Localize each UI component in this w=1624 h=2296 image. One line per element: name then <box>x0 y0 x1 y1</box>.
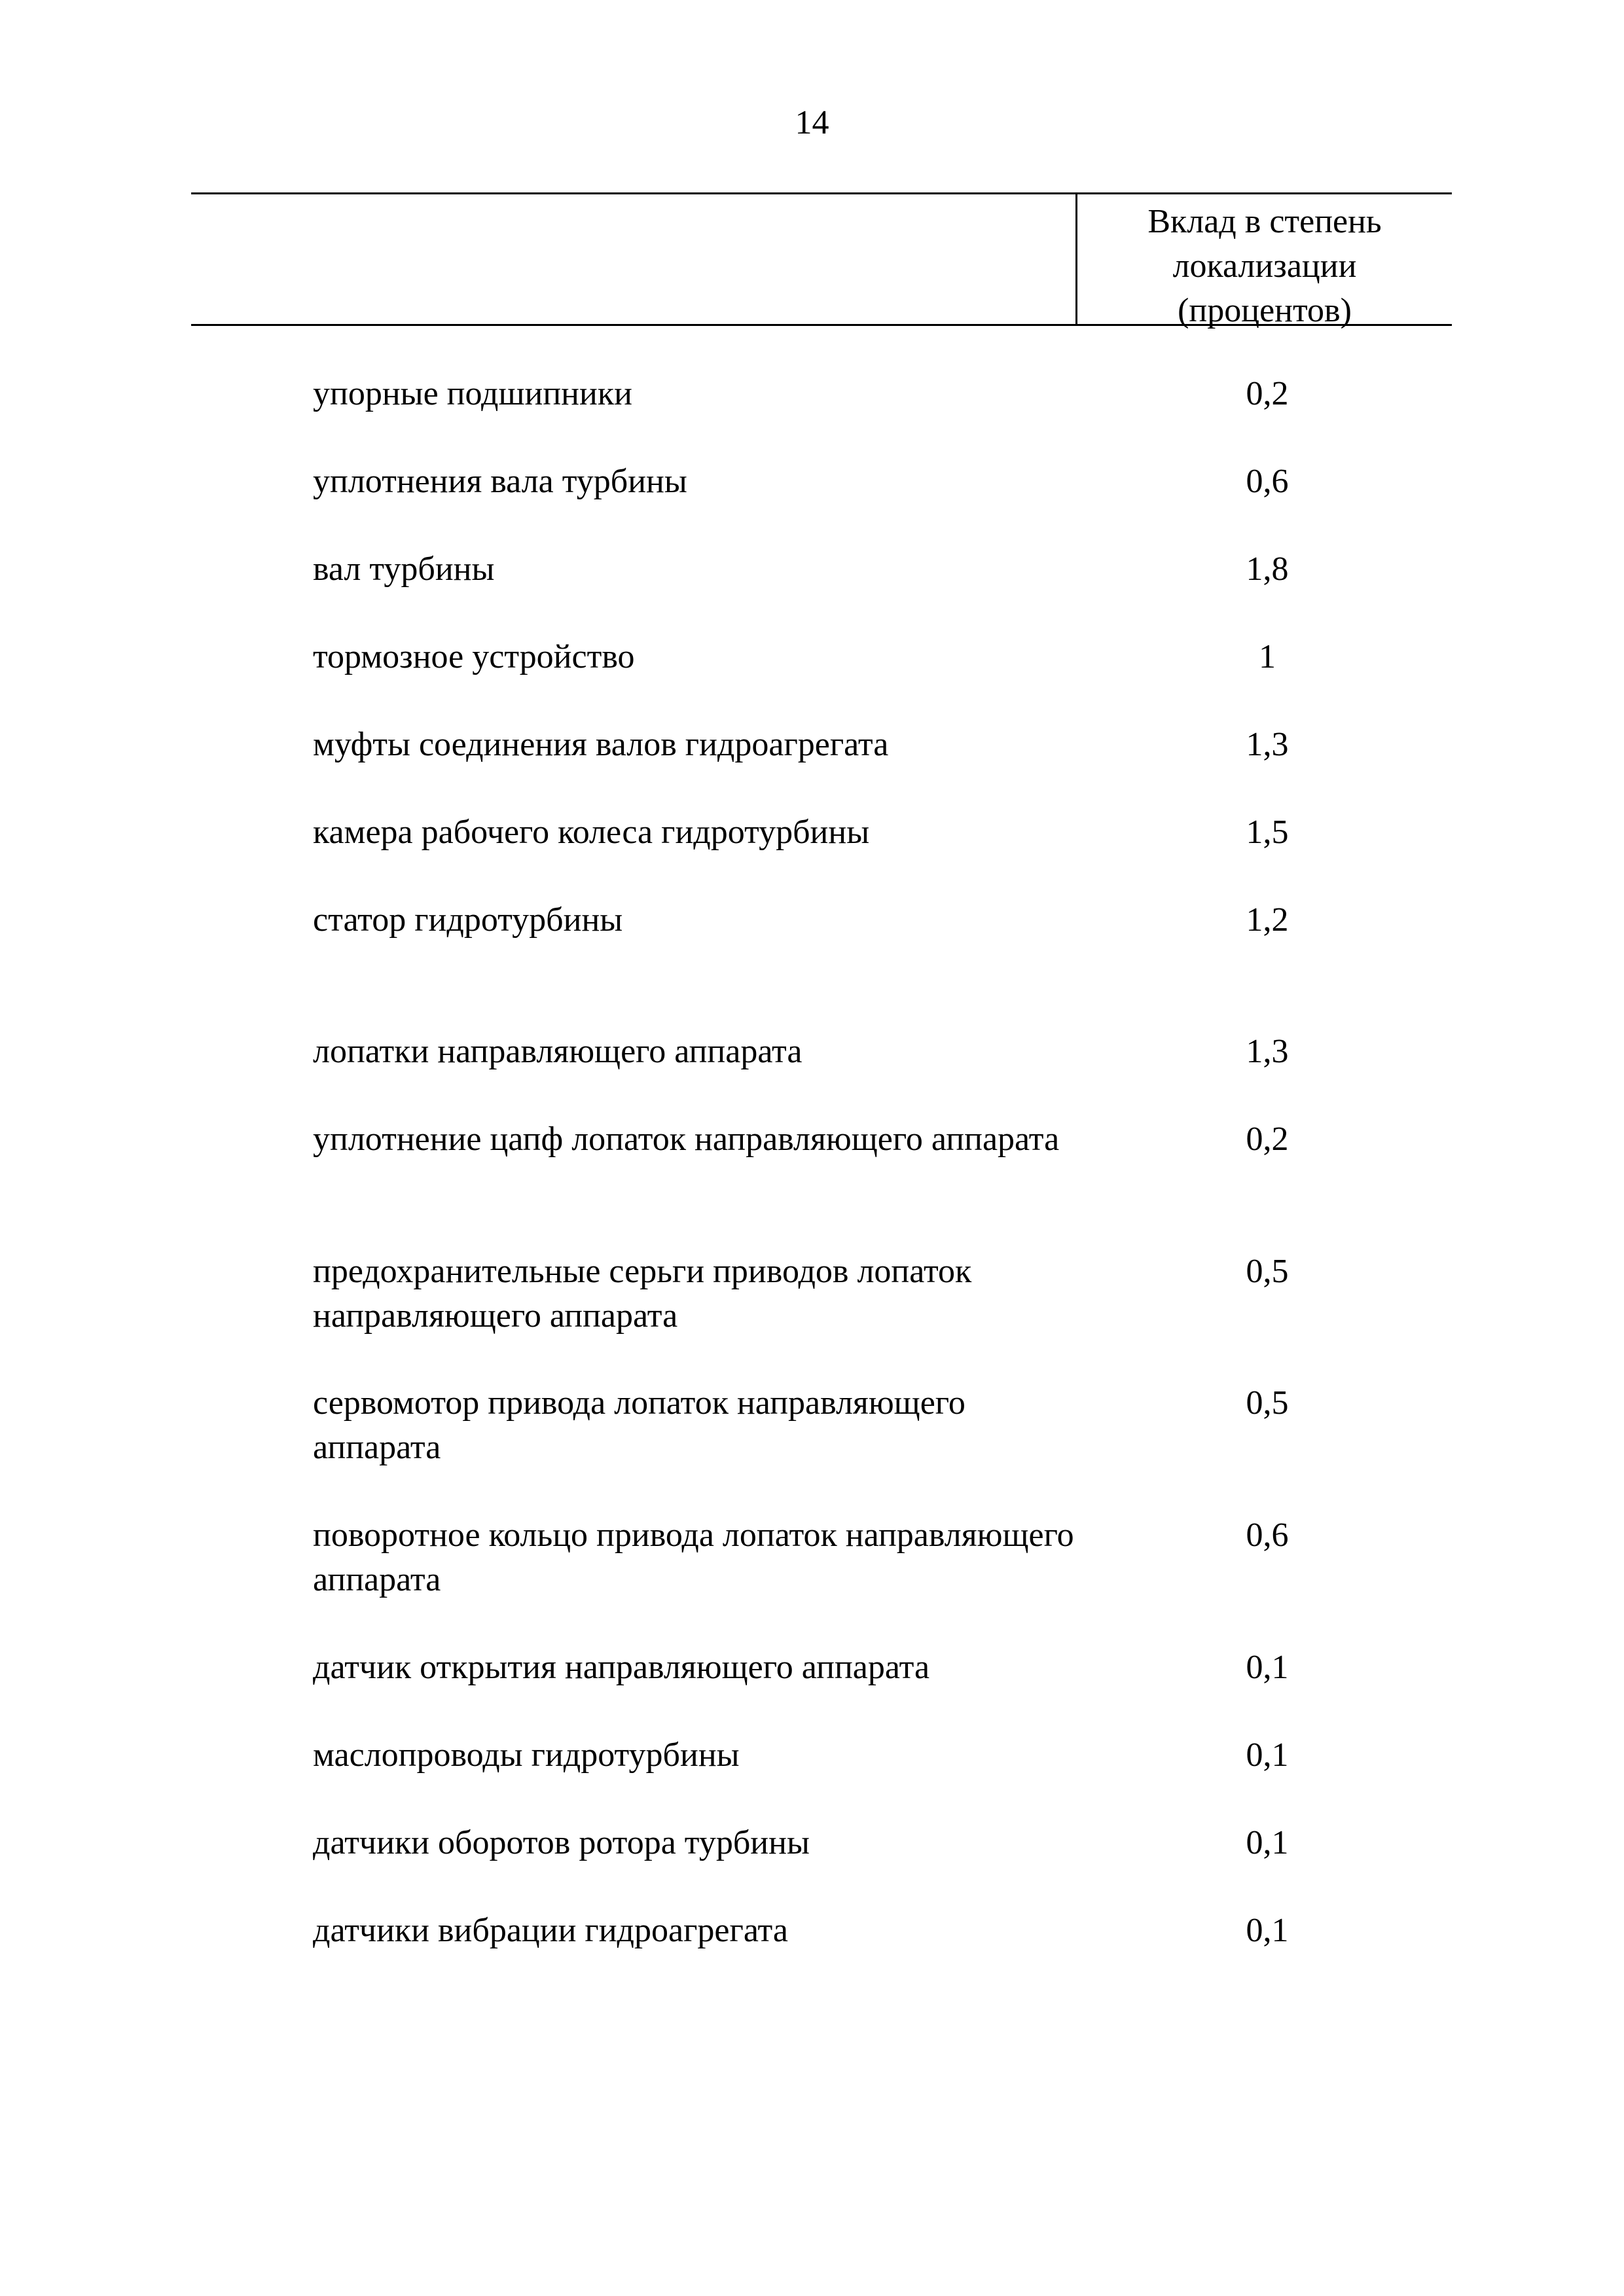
table-header <box>191 192 1452 329</box>
row-label: уплотнение цапф лопаток направляющего аппарата <box>313 1121 1060 1158</box>
row-label: датчики вибрации гидроагрегата <box>313 1912 788 1949</box>
row-label: вал турбины <box>313 550 495 588</box>
row-label: муфты соединения валов гидроагрегата <box>313 726 889 763</box>
row-label: упорные подшипники <box>313 375 632 412</box>
row-value: 0,6 <box>1246 1516 1289 1554</box>
row-value: 1,3 <box>1246 1033 1289 1070</box>
row-label: поворотное кольцо привода лопаток направляющего аппарата <box>313 1516 1074 1598</box>
row-value: 1,5 <box>1246 814 1289 851</box>
row-value: 0,2 <box>1246 375 1289 412</box>
row-value: 0,1 <box>1246 1736 1289 1774</box>
row-label: сервомотор привода лопаток направляющего аппарата <box>313 1384 965 1466</box>
row-label: датчик открытия направляющего аппарата <box>313 1649 930 1686</box>
row-label: датчики оборотов ротора турбины <box>313 1824 810 1861</box>
row-label: тормозное устройство <box>313 638 635 675</box>
row-value: 0,5 <box>1246 1384 1289 1422</box>
value-column-header-line: локализации <box>1172 247 1357 285</box>
row-value: 0,1 <box>1246 1649 1289 1686</box>
value-column-header <box>1077 200 1452 333</box>
row-value: 0,5 <box>1246 1253 1289 1290</box>
page-number: 14 <box>795 104 829 141</box>
row-label: маслопроводы гидротурбины <box>313 1736 740 1774</box>
row-value: 0,2 <box>1246 1121 1289 1158</box>
value-column-header-line: (процентов) <box>1178 292 1352 329</box>
row-value: 1,2 <box>1246 901 1289 939</box>
row-label: статор гидротурбины <box>313 901 623 939</box>
row-label: камера рабочего колеса гидротурбины <box>313 814 870 851</box>
row-value: 0,6 <box>1246 463 1289 500</box>
row-value: 1,3 <box>1246 726 1289 763</box>
row-value: 0,1 <box>1246 1824 1289 1861</box>
value-column-header-line: Вклад в степень <box>1147 203 1382 240</box>
row-value: 1,8 <box>1246 550 1289 588</box>
row-value: 1 <box>1259 638 1276 675</box>
row-label: уплотнения вала турбины <box>313 463 687 500</box>
row-value: 0,1 <box>1246 1912 1289 1949</box>
row-label: лопатки направляющего аппарата <box>313 1033 803 1070</box>
row-label: предохранительные серьги приводов лопаток направляющего аппарата <box>313 1253 972 1335</box>
